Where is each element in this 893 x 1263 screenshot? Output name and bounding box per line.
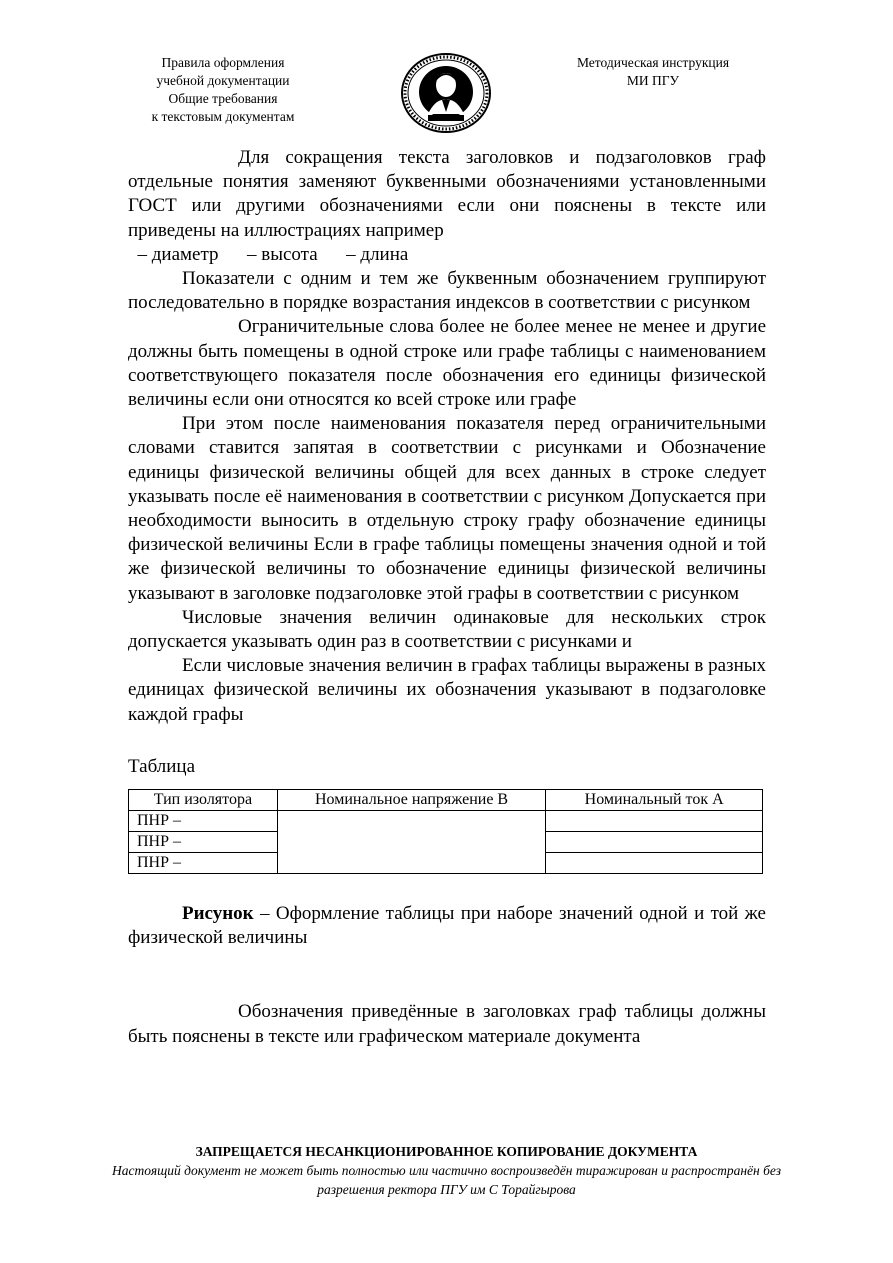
paragraph-header-designations: Обозначения приведённые в заголовках граф таблицы должны быть пояснены в тексте или графическом материале документа xyxy=(128,1001,766,1047)
table-header-cell: Номинальное напряжение В xyxy=(277,790,546,811)
table-cell: ПНР – xyxy=(129,811,278,832)
header-right-line-1: Методическая инструкция xyxy=(576,55,730,70)
document-body xyxy=(128,146,766,1049)
paragraph-comma-rule: При этом после наименования показателя перед ограничительными словами ставится запятая в соответствии с рисунками и Обозначение единицы физической величины общей для всех данных в строке следует указывать после её наименования в соответствии с рисунком Допускается при необходимости выносить в отдельную строку графу обозначение единицы физической величины Если в графе таблицы помещены значения одной и той же физической величины то обозначение единицы физической величины указывают в заголовке подзаголовке этой графы в соответствии с рисунком xyxy=(128,413,766,604)
header-left-line-4: к текстовым документам xyxy=(151,109,295,124)
copy-notice: Настоящий документ не может быть полностью или частично воспроизведён тиражирован и распространён без разрешения ректора ПГУ им С Торайгырова xyxy=(112,1163,781,1197)
table-cell: ПНР – xyxy=(129,832,278,853)
header-left-block xyxy=(118,54,328,126)
footer xyxy=(100,1143,793,1199)
header-left-line-2: учебной документации xyxy=(156,73,290,88)
table-header-cell: Тип изолятора xyxy=(129,790,278,811)
copy-warning: ЗАПРЕЩАЕТСЯ НЕСАНКЦИОНИРОВАННОЕ КОПИРОВАНИЕ ДОКУМЕНТА xyxy=(195,1144,698,1159)
table-cell xyxy=(546,853,763,874)
header-left-line-3: Общие требования xyxy=(168,91,278,106)
table-header-cell: Номинальный ток А xyxy=(546,790,763,811)
table-header-row xyxy=(129,790,763,811)
table-cell xyxy=(546,832,763,853)
insulator-table xyxy=(128,789,763,874)
header-left-line-1: Правила оформления xyxy=(161,55,285,70)
table-row xyxy=(129,811,763,832)
paragraph-different-units: Если числовые значения величин в графах таблицы выражены в разных единицах физической величины их обозначения указывают в подзаголовке каждой графы xyxy=(128,655,766,725)
header-right-line-2: МИ ПГУ xyxy=(626,73,680,88)
figure-label: Рисунок xyxy=(182,903,254,925)
figure-caption-text: – Оформление таблицы при наборе значений одной и той же физической величины xyxy=(128,903,766,949)
paragraph-numeric-values: Числовые значения величин одинаковые для нескольких строк допускается указывать один раз в соответствии с рисунками и xyxy=(128,606,766,653)
paragraph-abbreviations: Для сокращения текста заголовков и подзаголовков граф отдельные понятия заменяют буквенными обозначениями установленными ГОСТ или другими обозначениями если они пояснены в тексте или приведены на иллюстрациях например xyxy=(128,147,766,241)
paragraph-abbreviations-examples: – диаметр – высота – длина xyxy=(128,243,409,265)
university-seal-icon xyxy=(398,52,494,134)
paragraph-limiting-words: Ограничительные слова более не более менее не менее и другие должны быть помещены в одной строке или графе таблицы с наименованием соответствующего показателя после обозначения его единицы физической величины если они относятся ко всей строке или графе xyxy=(128,316,766,411)
table-caption: Таблица xyxy=(128,755,196,777)
figure-caption xyxy=(128,902,766,950)
table-cell: ПНР – xyxy=(129,853,278,874)
paragraph-grouping: Показатели с одним и тем же буквенным обозначением группируют последовательно в порядке возрастания индексов в соответствии с рисунком xyxy=(128,268,766,314)
header-right-block xyxy=(548,54,758,90)
table-cell xyxy=(546,811,763,832)
table-cell-merged xyxy=(277,811,546,874)
